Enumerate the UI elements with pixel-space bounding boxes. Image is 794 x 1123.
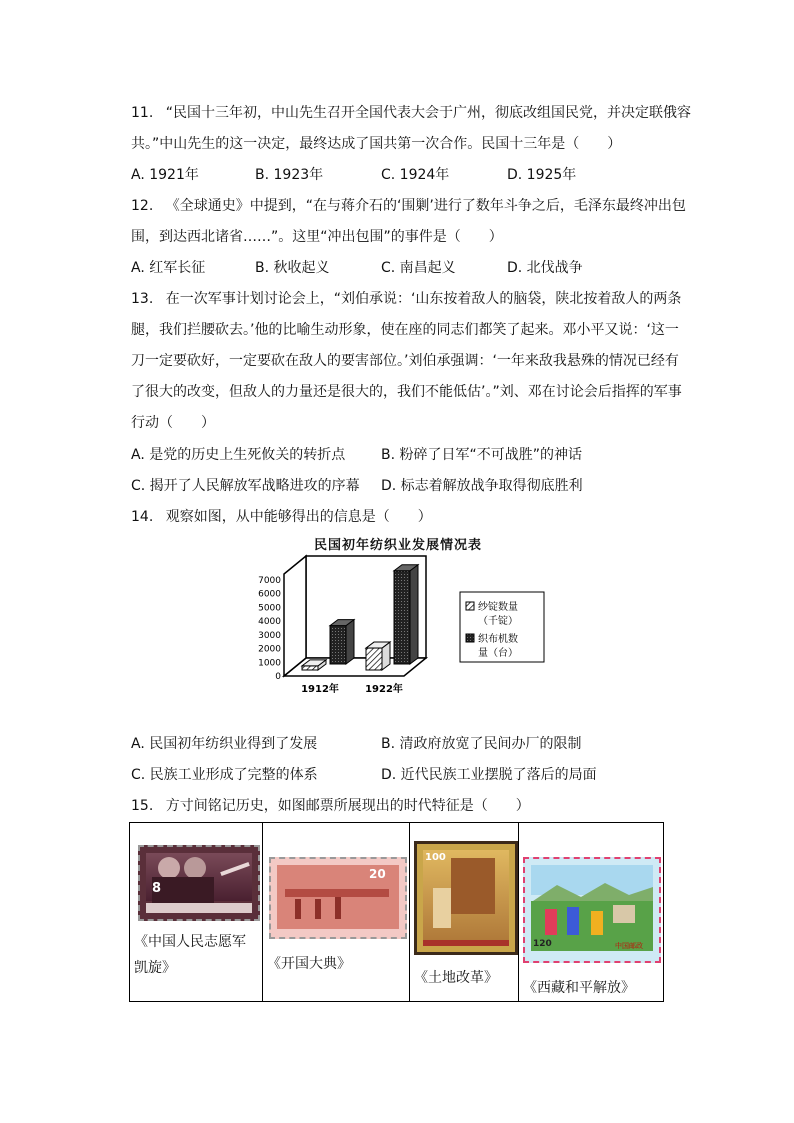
legend-swatch-looms (466, 634, 474, 642)
question-11 (131, 98, 691, 160)
stamp-caption (134, 929, 246, 981)
legend-label: 纱锭数量 (478, 602, 518, 613)
caption-line-1: 《中国人民志愿军 (134, 934, 246, 950)
stamp-value: 20 (369, 867, 386, 881)
question-text: 《全球通史》中提到，“在与蒋介石的‘围剿’进行了数年斗争之后，毛泽东最终冲出包围，到达西北诸省……”。这里“冲出包围”的事件是（ ） (131, 198, 686, 245)
y-tick-label: 6000 (258, 589, 281, 600)
question-text: 观察如图，从中能够得出的信息是（ ） (165, 509, 432, 525)
options-12 (131, 255, 691, 281)
y-tick-label: 0 (275, 672, 281, 682)
stamp-cell-tibet (519, 823, 664, 1002)
bar-side (410, 565, 418, 664)
bar-front (366, 648, 382, 670)
stamp-caption: 《西藏和平解放》 (523, 980, 635, 996)
option-d[interactable]: D. 1925年 (507, 167, 577, 183)
chart-legend (460, 592, 544, 662)
options-13-row2 (131, 473, 691, 499)
chart-x-labels (301, 682, 403, 695)
options-14-row1 (131, 731, 691, 757)
option-d[interactable]: D. 标志着解放战争取得彻底胜利 (381, 478, 583, 494)
legend-label: 量（台） (478, 648, 518, 659)
options-14-row2 (131, 762, 691, 788)
question-number: 11. (131, 105, 154, 121)
stamp-cell-volunteers (130, 823, 263, 1002)
stamp-value: 120 (533, 939, 552, 949)
option-a[interactable]: A. 1921年 (131, 167, 199, 183)
question-number: 12. (131, 198, 154, 214)
stamp-cell-founding (263, 823, 410, 1002)
chart-title: 民国初年纺织业发展情况表 (313, 538, 482, 553)
option-d[interactable]: D. 近代民族工业摆脱了落后的局面 (381, 767, 597, 783)
legend-swatch-spindles (466, 602, 474, 610)
options-11 (131, 162, 691, 188)
chart-y-ticks (258, 576, 281, 682)
bar-front (330, 626, 346, 664)
stamp-cell-land-reform (410, 823, 519, 1002)
stamp-volunteers (138, 845, 260, 921)
legend-label: （千锭） (478, 616, 518, 627)
y-tick-label: 7000 (258, 576, 281, 586)
question-text: 在一次军事计划讨论会上，“刘伯承说：‘山东按着敌人的脑袋，陕北按着敌人的两条腿，我们拦腰砍去。’他的比喻生动形象，使在座的同志们都笑了起来。邓小平又说：‘这一刀一定要砍好，一定要砍在敌人的要害部位。’刘伯承强调：‘一年来敌我悬殊的情况已经有了很大的改变，但敌人的力量还是很大的，我们不能低估’。”刘、邓在讨论会后指挥的军事行动（ ） (131, 291, 682, 431)
question-12 (131, 191, 691, 253)
option-a[interactable]: A. 是党的历史上生死攸关的转折点 (131, 447, 346, 463)
stamp-caption: 《开国大典》 (267, 956, 351, 972)
option-c[interactable]: C. 南昌起义 (381, 260, 456, 276)
chart-svg (250, 528, 550, 708)
bar-1-0 (366, 642, 390, 670)
question-13 (131, 284, 691, 439)
stamp-brand: 中国邮政 (615, 942, 643, 950)
x-tick-label: 1922年 (365, 684, 403, 695)
question-number: 13. (131, 291, 154, 307)
option-b[interactable]: B. 粉碎了日军“不可战胜”的神话 (381, 447, 583, 463)
stamp-table (129, 822, 664, 1002)
stamp-caption: 《土地改革》 (414, 970, 498, 986)
option-c[interactable]: C. 民族工业形成了完整的体系 (131, 767, 318, 783)
option-c[interactable]: C. 揭开了人民解放军战略进攻的序幕 (131, 478, 360, 494)
option-b[interactable]: B. 1923年 (255, 167, 324, 183)
y-tick-label: 4000 (258, 617, 281, 628)
bar-0-1 (330, 620, 354, 664)
question-15 (131, 791, 691, 822)
stamp-value: 8 (152, 881, 162, 896)
stamp-tibet (523, 857, 661, 963)
y-tick-label: 2000 (258, 644, 281, 655)
option-d[interactable]: D. 北伐战争 (507, 260, 583, 276)
question-text: 方寸间铭记历史，如图邮票所展现出的时代特征是（ ） (165, 798, 530, 814)
stamp-land-reform (414, 841, 518, 955)
bar-side (346, 620, 354, 664)
question-number: 15. (131, 798, 154, 814)
option-c[interactable]: C. 1924年 (381, 167, 450, 183)
bar-1-1 (394, 565, 418, 664)
y-tick-label: 5000 (258, 603, 281, 614)
caption-line-2: 凯旋》 (134, 960, 176, 976)
options-13-row1 (131, 442, 691, 468)
chart-side-wall (284, 556, 306, 676)
option-a[interactable]: A. 民国初年纺织业得到了发展 (131, 736, 318, 752)
bar-front (394, 571, 410, 664)
stamp-founding (269, 857, 407, 939)
question-number: 14. (131, 509, 154, 525)
legend-label: 织布机数 (478, 634, 518, 645)
textile-chart (250, 528, 550, 708)
stamp-value: 100 (425, 852, 446, 863)
question-text: “民国十三年初，中山先生召开全国代表大会于广州，彻底改组国民党，并决定联俄容共。”中山先生的这一决定，最终达成了国共第一次合作。民国十三年是（ ） (131, 105, 691, 152)
option-b[interactable]: B. 秋收起义 (255, 260, 330, 276)
x-tick-label: 1912年 (301, 684, 339, 695)
y-tick-label: 1000 (258, 658, 281, 669)
y-tick-label: 3000 (258, 630, 281, 641)
option-a[interactable]: A. 红军长征 (131, 260, 206, 276)
bar-front (302, 666, 318, 670)
option-b[interactable]: B. 清政府放宽了民间办厂的限制 (381, 736, 582, 752)
